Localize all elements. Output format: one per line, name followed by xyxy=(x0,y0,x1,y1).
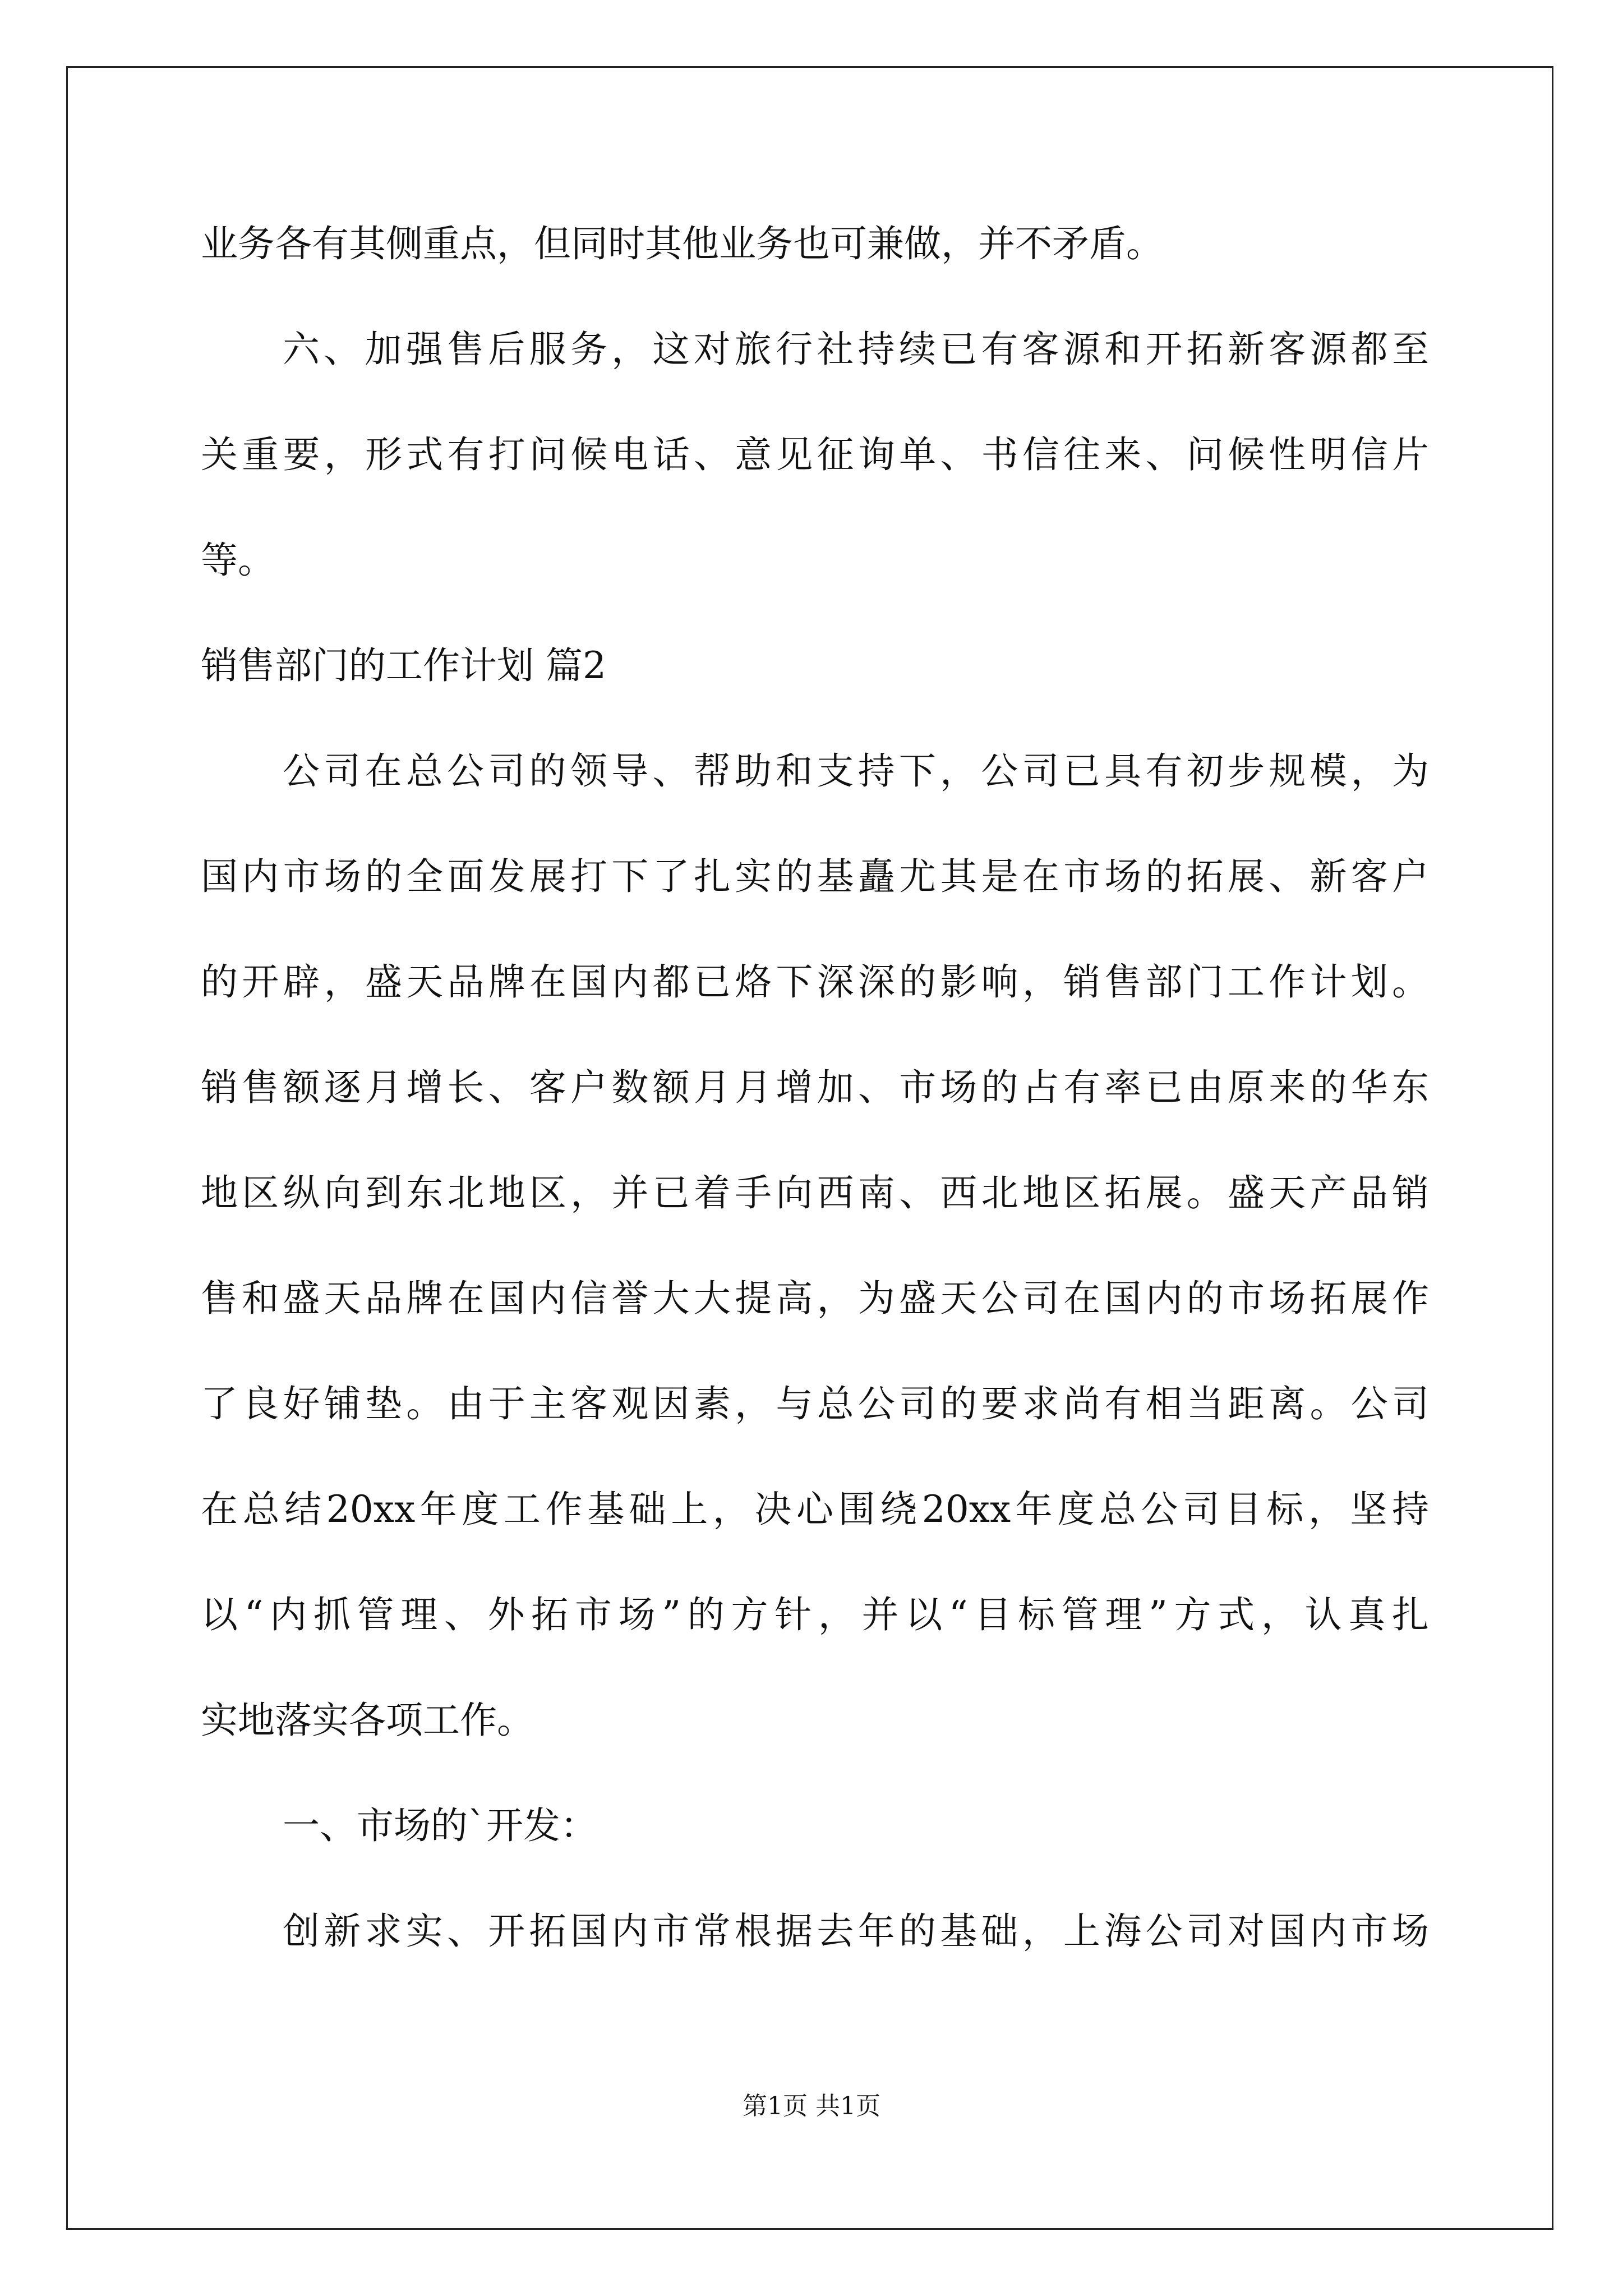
text-line-14: 以“内抓管理、外拓市场”的方针，并以“目标管理”方式，认真扎 xyxy=(201,1593,1429,1636)
text-line-6: 公司在总公司的领导、帮助和支持下，公司已具有初步规模，为 xyxy=(283,749,1429,793)
text-line-15: 实地落实各项工作。 xyxy=(201,1699,534,1742)
section-heading: 销售部门的工作计划 篇2 xyxy=(201,644,606,687)
text-line-4: 等。 xyxy=(201,539,275,582)
text-line-9: 销售额逐月增长、客户数额月月增加、市场的占有率已由原来的华东 xyxy=(201,1066,1429,1109)
text-line-10: 地区纵向到东北地区，并已着手向西南、西北地区拓展。盛天产品销 xyxy=(201,1171,1429,1214)
text-line-16: 一、市场的`开发： xyxy=(283,1804,597,1847)
text-line-3: 关重要，形式有打问候电话、意见征询单、书信往来、问候性明信片 xyxy=(201,433,1429,476)
page-footer: 第1页 共1页 xyxy=(743,2092,880,2120)
text-line-12: 了良好铺垫。由于主客观因素，与总公司的要求尚有相当距离。公司 xyxy=(201,1382,1429,1425)
page-border xyxy=(66,66,1553,2230)
text-line-13: 在总结20xx年度工作基础上，决心围绕20xx年度总公司目标，坚持 xyxy=(201,1488,1429,1531)
text-line-11: 售和盛天品牌在国内信誉大大提高，为盛天公司在国内的市场拓展作 xyxy=(201,1277,1429,1320)
text-line-2: 六、加强售后服务，这对旅行社持续已有客源和开拓新客源都至 xyxy=(283,328,1429,371)
text-line-17: 创新求实、开拓国内市常根据去年的基础，上海公司对国内市场 xyxy=(283,1910,1429,1953)
text-line-8: 的开辟，盛天品牌在国内都已烙下深深的影响，销售部门工作计划。 xyxy=(201,960,1429,1004)
text-line-1: 业务各有其侧重点，但同时其他业务也可兼做，并不矛盾。 xyxy=(201,222,1163,265)
text-line-7: 国内市场的全面发展打下了扎实的基矗尤其是在市场的拓展、新客户 xyxy=(201,855,1429,898)
